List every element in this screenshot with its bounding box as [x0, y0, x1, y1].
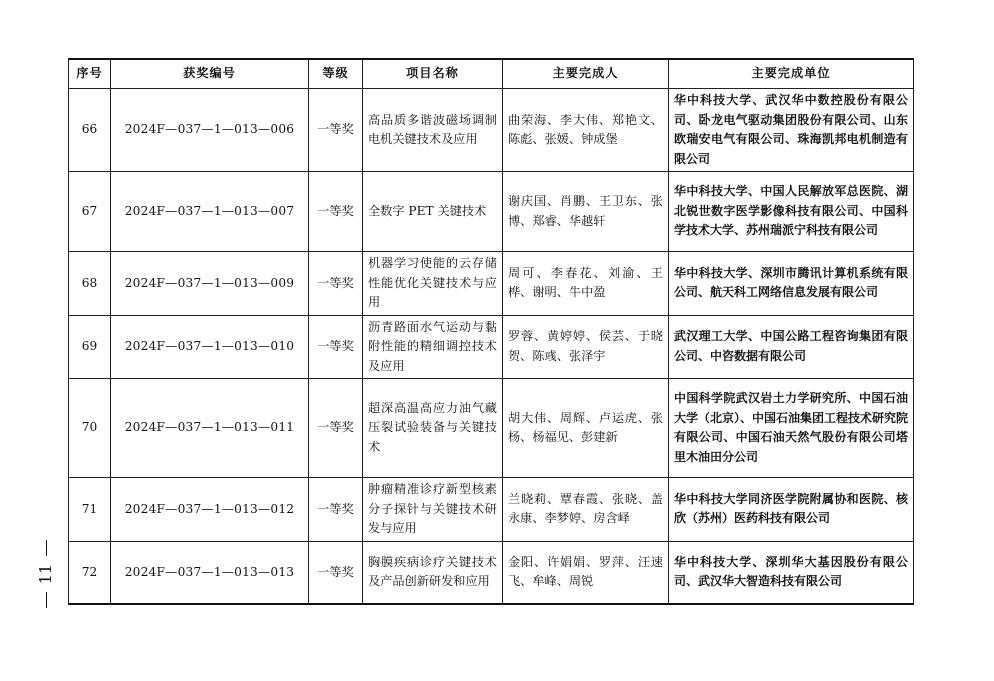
- row-project-name: 高品质多谐波磁场调制电机关键技术及应用: [363, 89, 503, 172]
- table-row: [69, 172, 914, 252]
- row-grade: 一等奖: [309, 541, 363, 604]
- row-project-name: 肿瘤精准诊疗新型核素分子探针与关键技术研发与应用: [363, 478, 503, 542]
- row-code: 2024F—037—1—013—007: [111, 172, 309, 252]
- row-units: 华中科技大学、武汉华中数控股份有限公司、卧龙电气驱动集团股份有限公司、山东欧瑞安电气有限公司、珠海凯邦电机制造有限公司: [669, 89, 914, 172]
- row-people: 谢庆国、肖鹏、王卫东、张博、郑睿、华越轩: [503, 172, 669, 252]
- row-index: 72: [69, 541, 111, 604]
- row-code: 2024F—037—1—013—011: [111, 379, 309, 478]
- row-grade: 一等奖: [309, 379, 363, 478]
- table-header-row: [69, 59, 914, 89]
- award-table: [68, 58, 914, 605]
- row-grade: 一等奖: [309, 478, 363, 542]
- row-units: 华中科技大学同济医学院附属协和医院、核欣（苏州）医药科技有限公司: [669, 478, 914, 542]
- row-grade: 一等奖: [309, 172, 363, 252]
- row-index: 68: [69, 252, 111, 316]
- header-people: 主要完成人: [503, 59, 669, 89]
- row-index: 70: [69, 379, 111, 478]
- row-grade: 一等奖: [309, 252, 363, 316]
- header-grade: 等级: [309, 59, 363, 89]
- row-units: 华中科技大学、深圳华大基因股份有限公司、武汉华大智造科技有限公司: [669, 541, 914, 604]
- row-index: 71: [69, 478, 111, 542]
- page-number-dash-bottom: [46, 592, 47, 608]
- row-people: 曲荣海、李大伟、郑艳文、陈彪、张媛、钟成堡: [503, 89, 669, 172]
- row-code: 2024F—037—1—013—012: [111, 478, 309, 542]
- row-grade: 一等奖: [309, 89, 363, 172]
- header-project-name: 项目名称: [363, 59, 503, 89]
- row-people: 周可、李春花、刘渝、王桦、谢明、牛中盈: [503, 252, 669, 316]
- row-index: 67: [69, 172, 111, 252]
- row-people: 罗蓉、黄婷婷、侯芸、于晓贺、陈彧、张泽宇: [503, 315, 669, 379]
- row-units: 华中科技大学、中国人民解放军总医院、湖北锐世数字医学影像科技有限公司、中国科学技术大学、苏州瑞派宁科技有限公司: [669, 172, 914, 252]
- row-people: 金阳、许娟娟、罗萍、汪速飞、牟峰、周锐: [503, 541, 669, 604]
- table-row: [69, 315, 914, 379]
- row-project-name: 全数字 PET 关键技术: [363, 172, 503, 252]
- header-index: 序号: [69, 59, 111, 89]
- row-project-name: 超深高温高应力油气藏压裂试验装备与关键技术: [363, 379, 503, 478]
- row-people: 胡大伟、周辉、卢运虎、张杨、杨福见、彭建新: [503, 379, 669, 478]
- row-grade: 一等奖: [309, 315, 363, 379]
- row-code: 2024F—037—1—013—010: [111, 315, 309, 379]
- header-code: 获奖编号: [111, 59, 309, 89]
- row-units: 中国科学院武汉岩土力学研究所、中国石油大学（北京）、中国石油集团工程技术研究院有限公司、中国石油天然气股份有限公司塔里木油田分公司: [669, 379, 914, 478]
- page-number-text: 11: [36, 564, 55, 585]
- table-row: [69, 541, 914, 604]
- page-number-dash-top: [46, 540, 47, 556]
- row-index: 66: [69, 89, 111, 172]
- row-index: 69: [69, 315, 111, 379]
- table-row: [69, 478, 914, 542]
- row-units: 华中科技大学、深圳市腾讯计算机系统有限公司、航天科工网络信息发展有限公司: [669, 252, 914, 316]
- table-row: [69, 379, 914, 478]
- row-code: 2024F—037—1—013—006: [111, 89, 309, 172]
- row-code: 2024F—037—1—013—009: [111, 252, 309, 316]
- row-project-name: 机器学习使能的云存储性能优化关键技术与应用: [363, 252, 503, 316]
- row-project-name: 沥青路面水气运动与黏附性能的精细调控技术及应用: [363, 315, 503, 379]
- row-units: 武汉理工大学、中国公路工程咨询集团有限公司、中咨数据有限公司: [669, 315, 914, 379]
- header-units: 主要完成单位: [669, 59, 914, 89]
- row-project-name: 胸膜疾病诊疗关键技术及产品创新研发和应用: [363, 541, 503, 604]
- table-row: [69, 252, 914, 316]
- row-code: 2024F—037—1—013—013: [111, 541, 309, 604]
- page-number: [33, 540, 59, 636]
- table-row: [69, 89, 914, 172]
- row-people: 兰晓莉、覃春霞、张晓、盖永康、李梦婷、房含峄: [503, 478, 669, 542]
